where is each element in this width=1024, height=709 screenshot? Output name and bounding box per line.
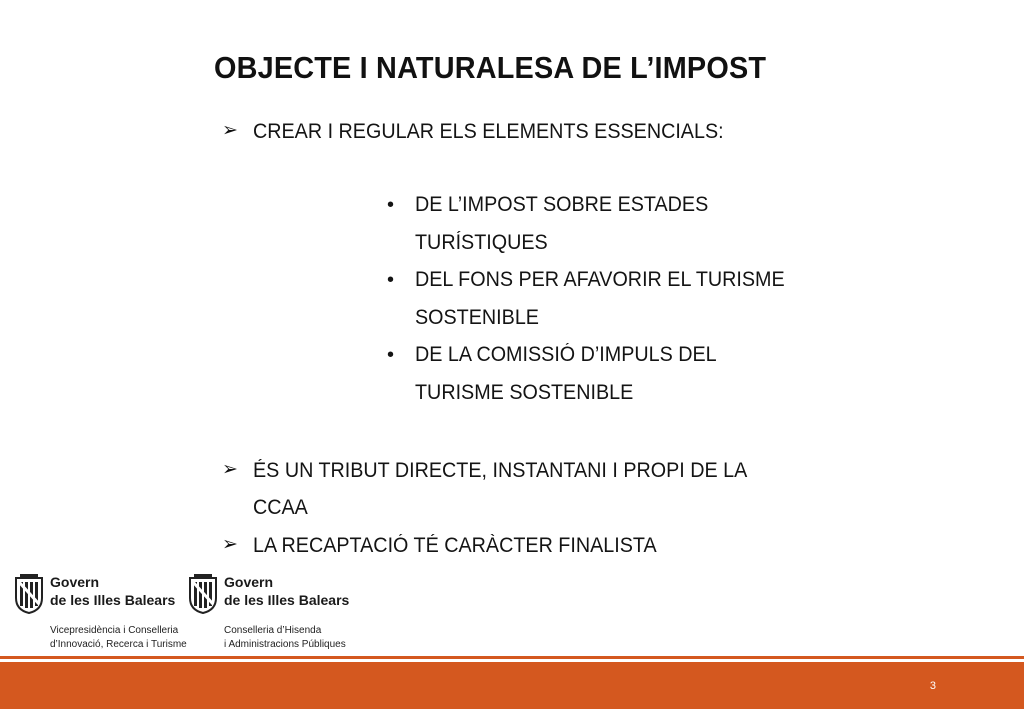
dot-bullet-icon: • [387, 194, 395, 216]
logo-name: de les Illes Balears [224, 592, 350, 608]
footer-divider [0, 656, 1024, 659]
subitem-line: SOSTENIBLE [415, 306, 539, 329]
arrow-bullet-icon: ➢ [222, 120, 238, 141]
point-finalist-collection: LA RECAPTACIÓ TÉ CARÀCTER FINALISTA [253, 534, 657, 557]
logo-subtitle: d’Innovació, Recerca i Turisme [50, 639, 187, 650]
logo-name: Govern [50, 574, 100, 590]
point-direct-tribute: ÉS UN TRIBUT DIRECTE, INSTANTANI I PROPI DE LA [253, 459, 748, 482]
subitem-line: TURISME SOSTENIBLE [415, 381, 634, 404]
arrow-bullet-icon: ➢ [222, 459, 238, 480]
dot-bullet-icon: • [387, 269, 395, 291]
point-direct-tribute-cont: CCAA [253, 496, 308, 519]
logo-name: Govern [224, 574, 274, 590]
logo-subtitle: Conselleria d’Hisenda [224, 625, 322, 636]
page-number: 3 [929, 680, 936, 692]
point-create-regulate: CREAR I REGULAR ELS ELEMENTS ESSENCIALS: [253, 120, 724, 143]
crest-icon [14, 574, 44, 614]
logo-subtitle: i Administracions Públiques [224, 639, 346, 650]
footer-bar [0, 662, 1024, 709]
slide-title: OBJECTE I NATURALESA DE L’IMPOST [214, 50, 767, 85]
subitem-line: TURÍSTIQUES [415, 231, 548, 254]
subitem-line: DE LA COMISSIÓ D’IMPULS DEL [415, 343, 717, 366]
arrow-bullet-icon: ➢ [222, 534, 238, 555]
logo-name: de les Illes Balears [50, 592, 176, 608]
subitem-line: DE L’IMPOST SOBRE ESTADES [415, 193, 709, 216]
dot-bullet-icon: • [387, 344, 395, 366]
logo-subtitle: Vicepresidència i Conselleria [50, 625, 179, 636]
crest-icon [188, 574, 218, 614]
subitem-line: DEL FONS PER AFAVORIR EL TURISME [415, 268, 785, 291]
